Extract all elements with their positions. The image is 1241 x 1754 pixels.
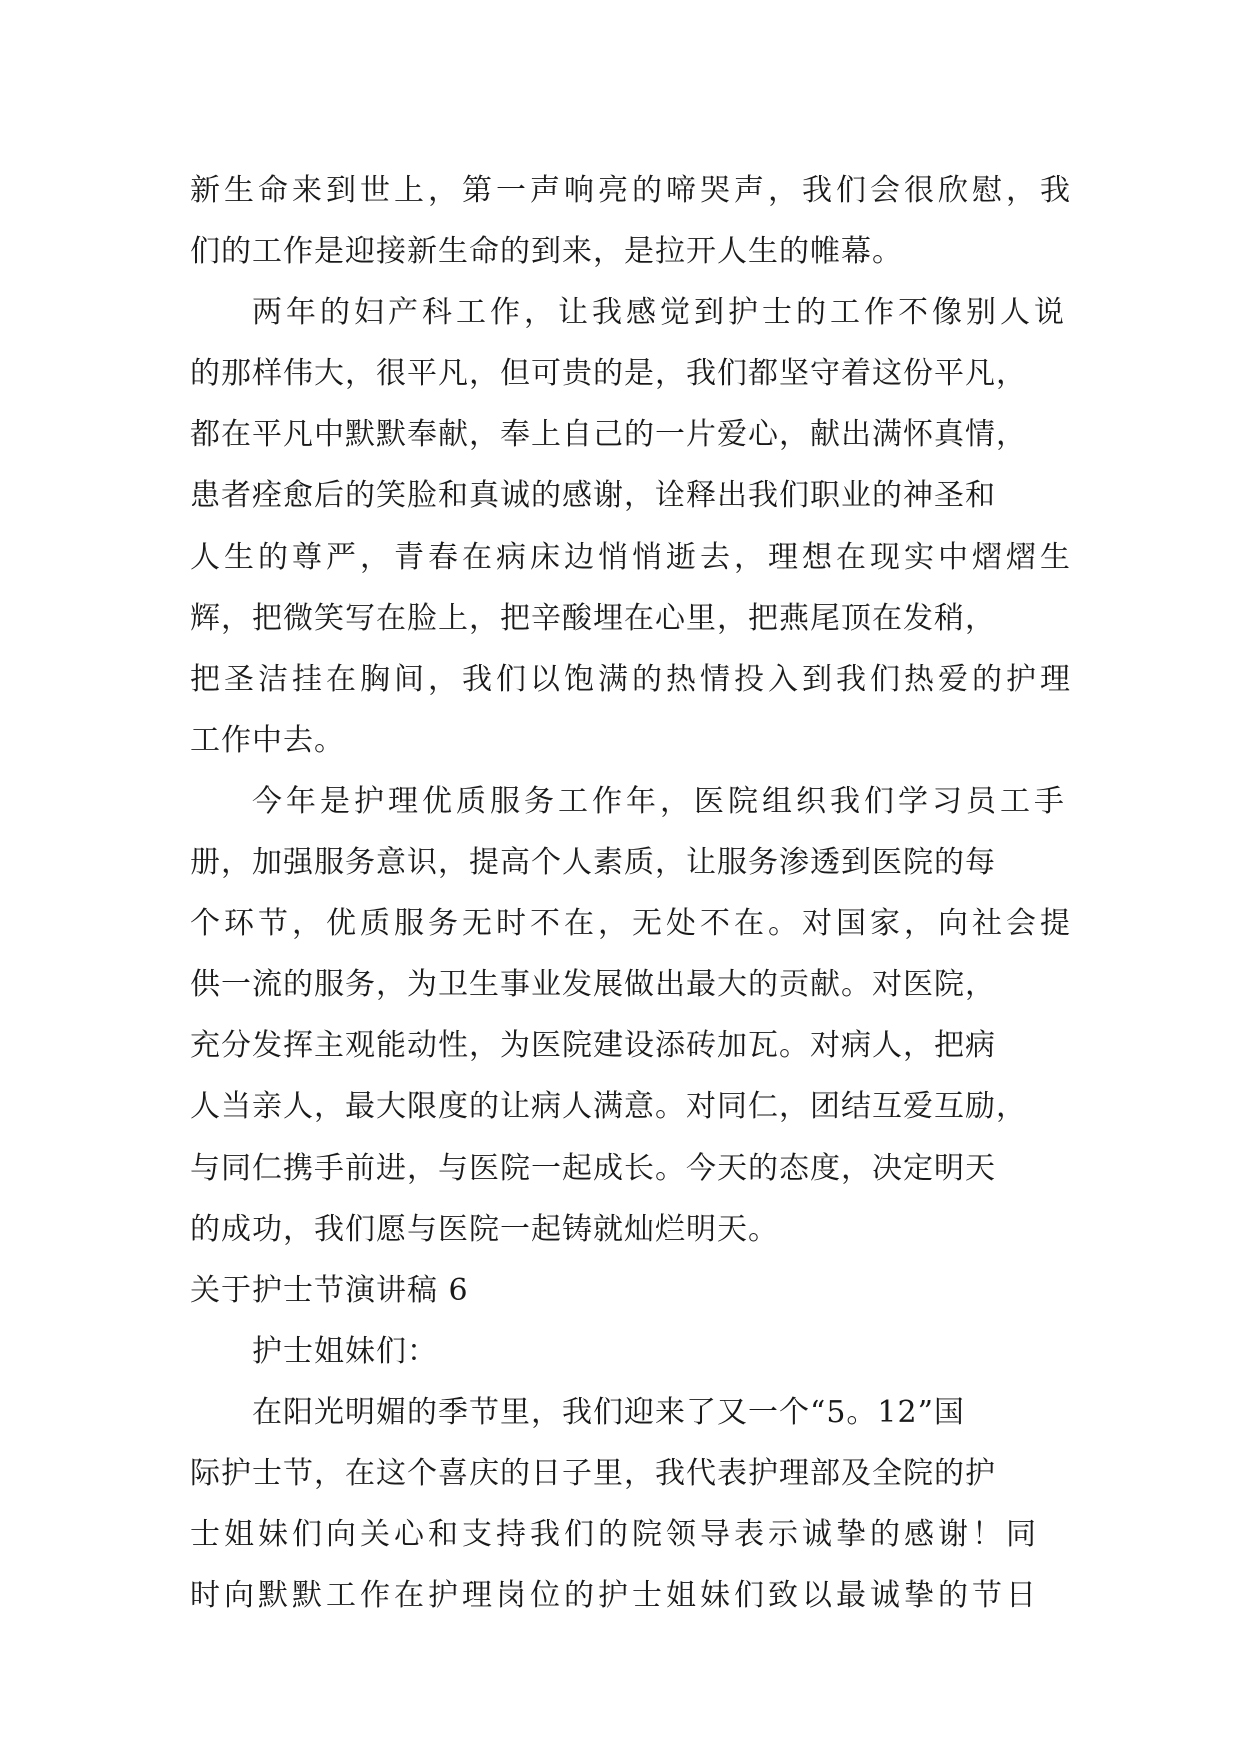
document-body: [190, 160, 1074, 1626]
text-line: 际护士节，在这个喜庆的日子里，我代表护理部及全院的护: [190, 1455, 996, 1491]
text-line: 把圣洁挂在胸间，我们以饱满的热情投入到我们热爱的护理: [190, 661, 1074, 697]
text-line: 的那样伟大，很平凡，但可贵的是，我们都坚守着这份平凡，: [190, 356, 1027, 392]
text-line: 充分发挥主观能动性，为医院建设添砖加瓦。对病人，把病: [190, 1028, 996, 1064]
text-line: 人生的尊严，青春在病床边悄悄逝去，理想在现实中熠熠生: [190, 539, 1074, 575]
text-line: 供一流的服务，为卫生事业发展做出最大的贡献。对医院，: [190, 967, 996, 1003]
paragraph-start-line: 两年的妇产科工作，让我感觉到护士的工作不像别人说: [252, 295, 1068, 331]
text-line: 的成功，我们愿与医院一起铸就灿烂明天。: [190, 1211, 779, 1247]
text-line: 患者痊愈后的笑脸和真诚的感谢，诠释出我们职业的神圣和: [190, 478, 996, 514]
text-line: 都在平凡中默默奉献，奉上自己的一片爱心，献出满怀真情，: [190, 417, 1027, 453]
text-line: 们的工作是迎接新生命的到来，是拉开人生的帷幕。: [190, 234, 903, 270]
text-line: 时向默默工作在护理岗位的护士姐妹们致以最诚挚的节日: [190, 1578, 1040, 1614]
text-line: 人当亲人，最大限度的让病人满意。对同仁，团结互爱互励，: [190, 1089, 1027, 1125]
text-line: 册，加强服务意识，提高个人素质，让服务渗透到医院的每: [190, 845, 996, 881]
salutation-line: 护士姐妹们：: [252, 1333, 438, 1369]
text-line: 辉，把微笑写在脸上，把辛酸埋在心里，把燕尾顶在发稍，: [190, 600, 996, 636]
section-heading: 关于护士节演讲稿 6: [190, 1272, 469, 1308]
text-line: 士姐妹们向关心和支持我们的院领导表示诚挚的感谢！同: [190, 1517, 1040, 1553]
text-line: 个环节，优质服务无时不在，无处不在。对国家，向社会提: [190, 906, 1074, 942]
text-line: 工作中去。: [190, 722, 345, 758]
paragraph-start-line: 在阳光明媚的季节里，我们迎来了又一个“5。12”国: [252, 1394, 965, 1430]
text-line: 新生命来到世上，第一声响亮的啼哭声，我们会很欣慰，我: [190, 173, 1074, 208]
text-line: 与同仁携手前进，与医院一起成长。今天的态度，决定明天: [190, 1150, 996, 1186]
paragraph-start-line: 今年是护理优质服务工作年，医院组织我们学习员工手: [252, 783, 1068, 819]
